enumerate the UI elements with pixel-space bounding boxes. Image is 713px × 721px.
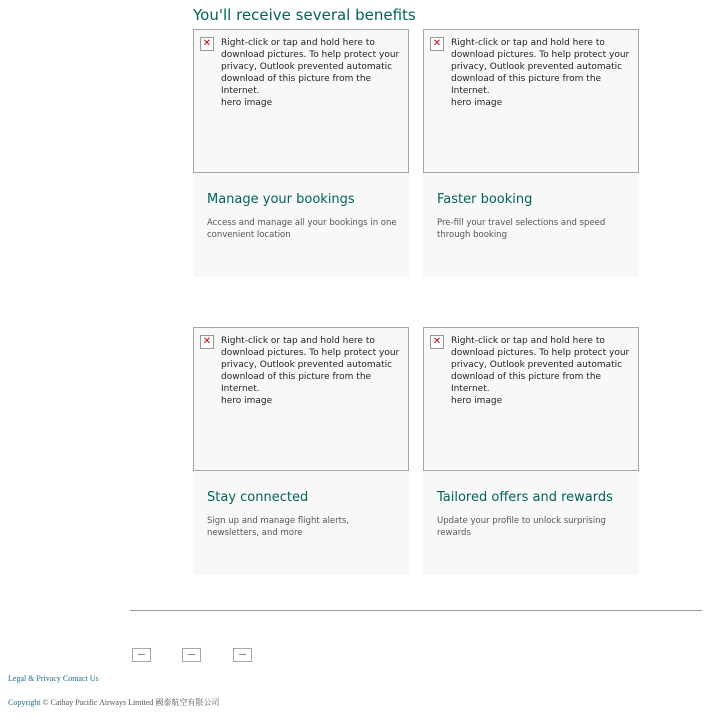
image-alt-text: hero image bbox=[451, 98, 503, 108]
broken-image-icon: ✕ bbox=[430, 335, 444, 349]
broken-image-icon: ✕ bbox=[200, 335, 214, 349]
social-icon[interactable] bbox=[233, 648, 252, 662]
image-blocked-message: Right-click or tap and hold here to download pictures. To help protect your privacy, Outlook prevented automatic download of this picture from the Internet. bbox=[221, 336, 400, 394]
hero-image-placeholder[interactable] bbox=[423, 327, 639, 471]
card-description: Pre-fill your travel selections and speed through booking bbox=[437, 218, 606, 240]
copyright-link[interactable]: Copyright bbox=[8, 698, 41, 707]
card-title: Faster booking bbox=[437, 192, 533, 207]
broken-image-icon bbox=[138, 654, 145, 655]
broken-image-icon: ✕ bbox=[430, 37, 444, 51]
hero-image-placeholder[interactable] bbox=[193, 29, 409, 173]
hero-image-placeholder[interactable] bbox=[423, 29, 639, 173]
card-title: Manage your bookings bbox=[207, 192, 355, 207]
card-title: Stay connected bbox=[207, 490, 309, 505]
social-icon[interactable] bbox=[132, 648, 151, 662]
broken-image-icon bbox=[188, 654, 195, 655]
footer-links bbox=[8, 674, 99, 683]
benefit-card bbox=[423, 327, 639, 575]
broken-image-icon bbox=[239, 654, 246, 655]
image-blocked-message: Right-click or tap and hold here to download pictures. To help protect your privacy, Outlook prevented automatic download of this picture from the Internet. bbox=[451, 38, 630, 96]
legal-privacy-link[interactable]: Legal & Privacy bbox=[8, 674, 61, 683]
card-description: Update your profile to unlock surprising rewards bbox=[437, 516, 606, 538]
copyright-text: © Cathay Pacific Airways Limited 國泰航空有限公司 bbox=[42, 698, 220, 707]
image-alt-text: hero image bbox=[221, 98, 273, 108]
social-icon[interactable] bbox=[182, 648, 201, 662]
card-title: Tailored offers and rewards bbox=[437, 490, 613, 505]
contact-us-link[interactable]: Contact Us bbox=[62, 674, 99, 683]
broken-image-icon: ✕ bbox=[200, 37, 214, 51]
hero-image-placeholder[interactable] bbox=[193, 327, 409, 471]
benefit-card bbox=[423, 29, 639, 277]
benefit-card bbox=[193, 327, 409, 575]
image-blocked-message: Right-click or tap and hold here to download pictures. To help protect your privacy, Outlook prevented automatic download of this picture from the Internet. bbox=[451, 336, 630, 394]
card-description: Access and manage all your bookings in one convenient location bbox=[207, 218, 397, 240]
image-alt-text: hero image bbox=[451, 396, 503, 406]
benefits-heading: You'll receive several benefits bbox=[193, 6, 416, 24]
image-alt-text: hero image bbox=[221, 396, 273, 406]
benefit-card bbox=[193, 29, 409, 277]
copyright bbox=[8, 697, 219, 708]
image-blocked-message: Right-click or tap and hold here to download pictures. To help protect your privacy, Outlook prevented automatic download of this picture from the Internet. bbox=[221, 38, 400, 96]
card-description: Sign up and manage flight alerts, newsletters, and more bbox=[207, 516, 350, 538]
footer-divider bbox=[130, 610, 702, 611]
